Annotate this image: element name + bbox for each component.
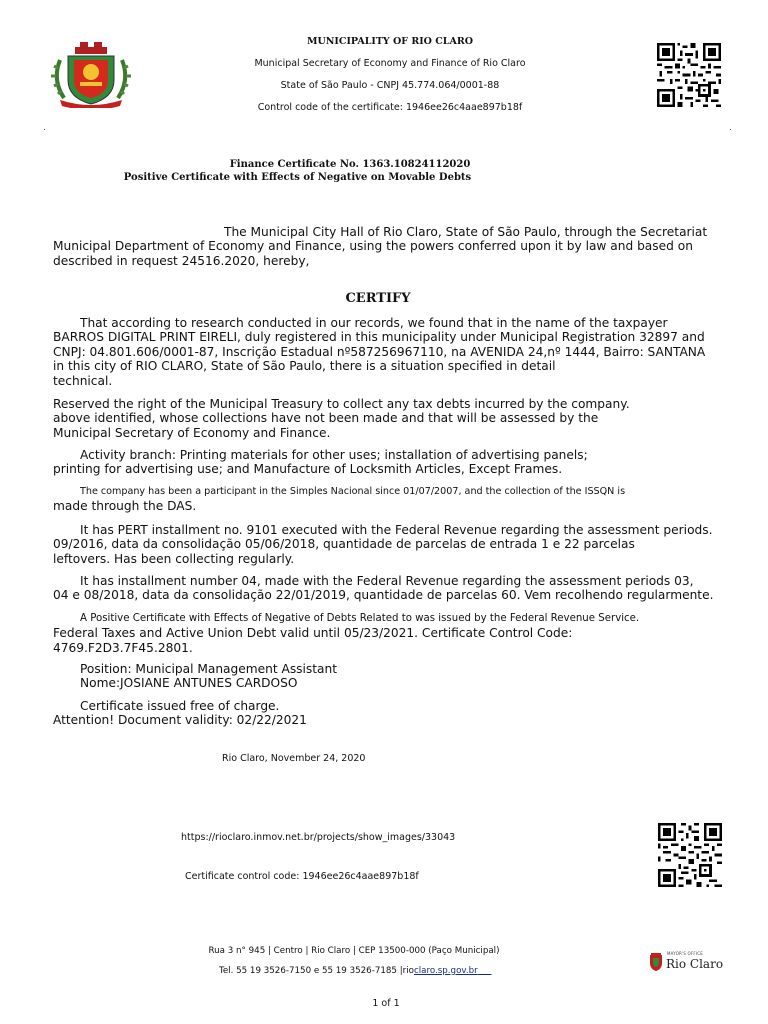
paragraph-line: That according to research conducted in our records, we found that in the name of the taxpayer: [80, 316, 668, 330]
place-date: Rio Claro, November 24, 2020: [222, 753, 366, 764]
research-paragraph: [53, 316, 720, 388]
installment-paragraph: [53, 574, 720, 603]
paragraph-line: 09/2016, data da consolidação 05/06/2018, quantidade de parcelas de entrada 1 e 22 parcelas: [53, 537, 635, 552]
certificate-number: Finance Certificate No. 1363.10824112020: [229, 159, 471, 170]
municipality-title: MUNICIPALITY OF RIO CLARO: [306, 36, 474, 47]
footer-website-link[interactable]: claro.sp.gov.br: [413, 966, 478, 976]
coat-of-arms-icon: [648, 953, 664, 971]
paragraph-line: A Positive Certificate with Effects of Negative of Debts Related to was issued by the Federal Revenue Service.: [80, 613, 640, 624]
simples-paragraph: [53, 485, 720, 514]
page-number: 1 of 1: [372, 998, 400, 1009]
logo-name: Rio Claro: [666, 957, 724, 971]
qr-code-icon: [657, 43, 721, 107]
margin-dot: [44, 129, 45, 130]
verification-url[interactable]: https://rioclaro.inmov.net.br/projects/show_images/33043: [181, 832, 456, 843]
signatory-block: [53, 662, 720, 691]
footer-phone: Tel. 55 19 3526-7150 e 55 19 3526-7185 |rio: [219, 966, 414, 976]
paragraph-line: made through the DAS.: [53, 499, 197, 514]
treasury-paragraph: [53, 397, 720, 440]
paragraph-line: BARROS DIGITAL PRINT EIRELI, duly registered in this municipality under Municipal Registration 32897 and: [53, 330, 705, 345]
bottom-control-code: Certificate control code: 1946ee26c4aae897b18f: [185, 871, 419, 882]
validity-note: Attention! Document validity: 02/22/2021: [53, 713, 307, 728]
activity-paragraph: [53, 448, 720, 477]
federal-certificate-paragraph: [53, 612, 720, 655]
signatory-name: Nome:JOSIANE ANTUNES CARDOSO: [80, 676, 298, 691]
margin-dot: [730, 129, 731, 130]
paragraph-line: in this city of RIO CLARO, State of São Paulo, there is a situation specified in detail: [53, 359, 556, 374]
certificate-subtitle: Positive Certificate with Effects of Negative on Movable Debts: [123, 172, 472, 183]
intro-line: Municipal Department of Economy and Finance, using the powers conferred upon it by law and based on: [53, 239, 693, 254]
intro-line: described in request 24516.2020, hereby,: [53, 253, 310, 268]
paragraph-line: 4769.F2D3.7F45.2801.: [53, 640, 193, 655]
footer-contact: [219, 966, 492, 976]
paragraph-line: It has installment number 04, made with the Federal Revenue regarding the assessment periods 03,: [80, 574, 694, 588]
logo-caption: MAYOR'S OFFICE: [667, 951, 703, 956]
paragraph-line: leftovers. Has been collecting regularly.: [53, 551, 295, 566]
footer-address: Rua 3 n° 945 | Centro | Rio Claro | CEP 13500-000 (Paço Municipal): [208, 946, 500, 956]
qr-code-icon: [658, 823, 722, 887]
paragraph-line: Municipal Secretary of Economy and Finance.: [53, 425, 331, 440]
header-control-code: Control code of the certificate: 1946ee26c4aae897b18f: [257, 102, 523, 113]
coat-of-arms-emblem: [50, 40, 132, 108]
paragraph-line: Federal Taxes and Active Union Debt valid until 05/23/2021. Certificate Control Code:: [53, 626, 573, 641]
header-state-cnpj: State of São Paulo - CNPJ 45.774.064/0001-88: [280, 80, 500, 91]
paragraph-line: It has PERT installment no. 9101 executed with the Federal Revenue regarding the assessment periods.: [80, 523, 713, 537]
pert-paragraph: [53, 523, 720, 566]
paragraph-line: The company has been a participant in the Simples Nacional since 01/07/2007, and the collection of the ISSQN is: [80, 486, 626, 497]
closing-block: [53, 699, 720, 728]
paragraph-line: above identified, whose collections have not been made and that will be assessed by the: [53, 411, 599, 426]
signatory-position: Position: Municipal Management Assistant: [80, 662, 338, 676]
paragraph-line: technical.: [53, 373, 113, 388]
intro-line: The Municipal City Hall of Rio Claro, State of São Paulo, through the Secretariat: [224, 225, 708, 239]
free-of-charge-note: Certificate issued free of charge.: [80, 699, 280, 713]
header-secretary: Municipal Secretary of Economy and Finance of Rio Claro: [254, 58, 526, 69]
paragraph-line: Activity branch: Printing materials for other uses; installation of advertising panels;: [80, 448, 588, 462]
footer-link-trailing: [478, 966, 492, 976]
intro-paragraph: [53, 225, 720, 268]
rio-claro-logo: [648, 951, 724, 973]
paragraph-line: CNPJ: 04.801.606/0001-87, Inscrição Estadual nº587256967110, na AVENIDA 24,nº 1444, Bairro: SANTANA: [53, 344, 706, 359]
certify-heading: CERTIFY: [345, 291, 411, 306]
paragraph-line: 04 e 08/2018, data da consolidação 22/01/2019, quantidade de parcelas 60. Vem recolhendo regularmente.: [53, 588, 714, 603]
paragraph-line: printing for advertising use; and Manufacture of Locksmith Articles, Except Frames.: [53, 462, 563, 477]
paragraph-line: Reserved the right of the Municipal Treasury to collect any tax debts incurred by the company.: [53, 397, 630, 411]
